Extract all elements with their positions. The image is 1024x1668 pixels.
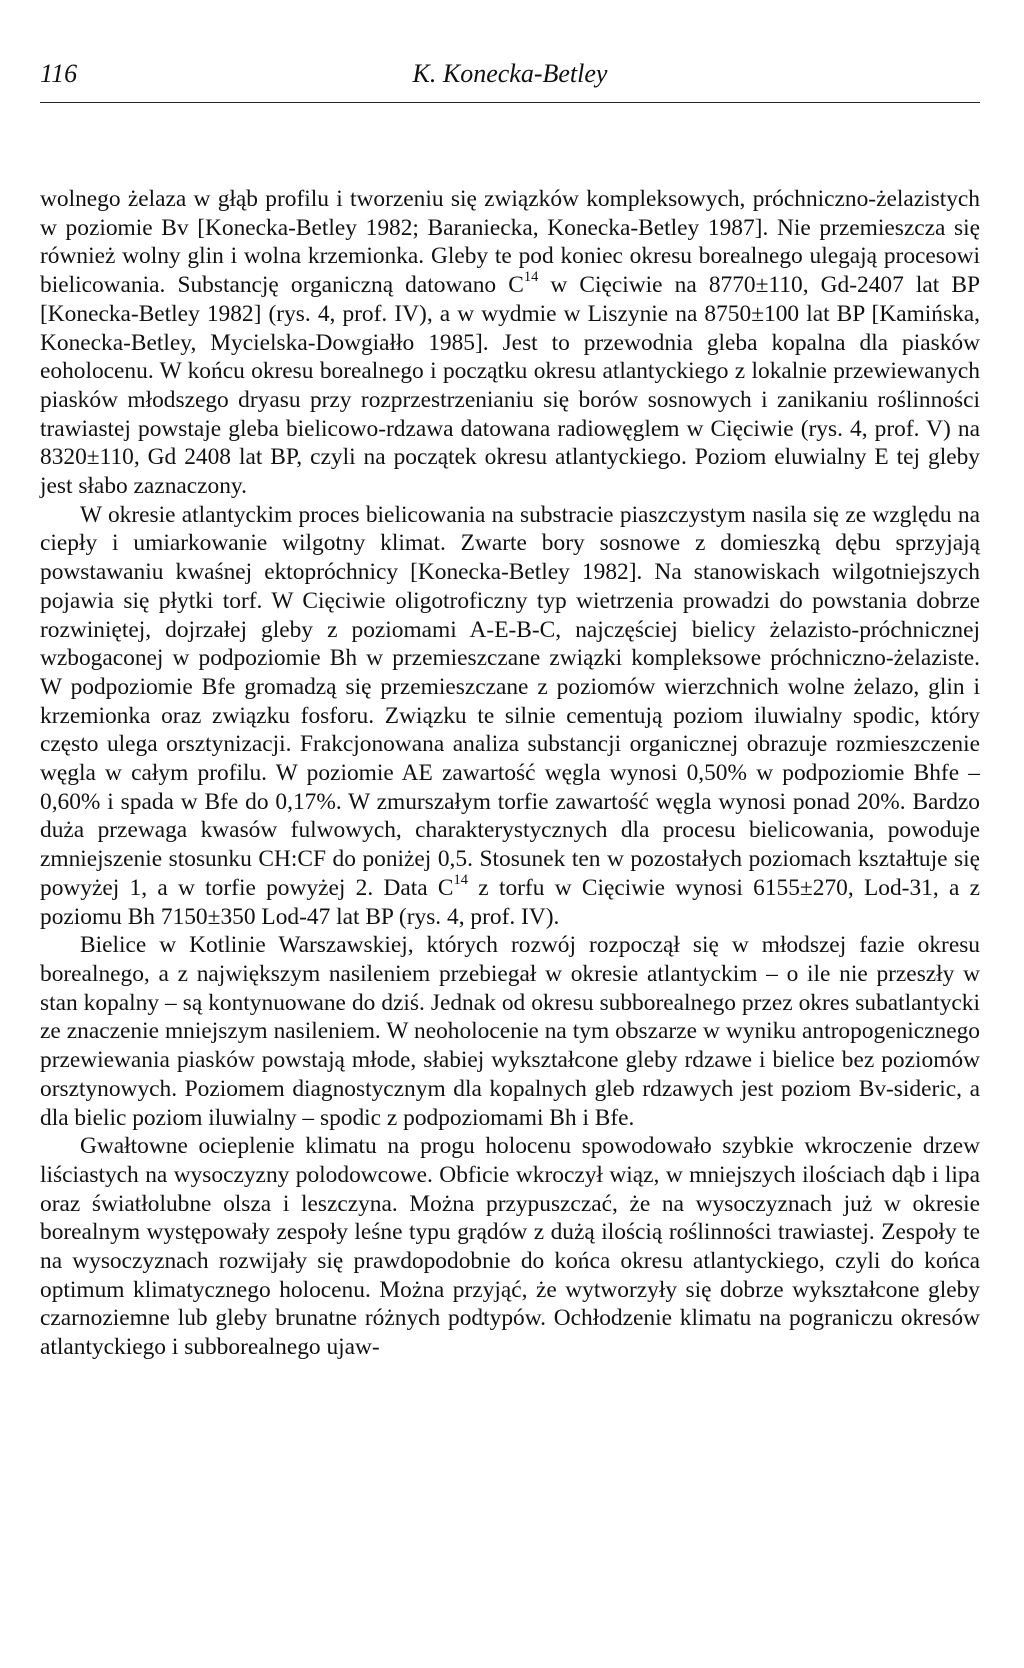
text-run: W okresie atlantyckim proces bielicowania na substracie piaszczystym nasila się ze względu na ciepły i umiarkowanie wilgotny klimat. Zwarte bory sosnowe z domieszką dębu sprzyjają powstawaniu kwaśnej ektopróchnicy [Konecka-Betley 1982]. Na stanowiskach wilgotniejszych pojawia się płytki torf. W Cięciwie oligotroficzny typ wietrzenia prowadzi do powstania dobrze rozwiniętej, dojrzałej gleby z poziomami A-E-B-C, najczęściej bielicy żelazisto-próchnicznej wzbogaconej w podpoziomie Bh w przemieszczane związki kompleksowe próchniczno-żelaziste. W podpoziomie Bfe gromadzą się przemieszczane z poziomów wierzchnich wolne żelazo, glin i krzemionka oraz związku fosforu. Związku te silnie cementują poziom iluwialny spodic, który często ulega orsztynizacji. Frakcjonowana analiza substancji organicznej obrazuje rozmieszczenie węgla w całym profilu. W poziomie AE zawartość węgla wynosi 0,50% w podpoziomie Bhfe – 0,60% i spada w Bfe do 0,17%. W zmurszałym torfie zawartość węgla wynosi ponad 20%. Bardzo duża przewaga kwasów fulwowych, charakterystycznych dla procesu bielicowania, powoduje zmniejszenie stosunku CH:CF do poniżej 0,5. Stosunek ten w pozostałych poziomach kształtuje się powyżej 1, a w torfie powyżej 2. Data C xyxy=(40,501,980,901)
document-page xyxy=(40,54,980,1362)
body-text xyxy=(40,185,980,1362)
text-run: wolnego żelaza w głąb profilu i tworzeniu się związków kompleksowych, próchniczno-żelazistych w poziomie Bv [Konecka-Betley 1982; Baraniecka, Konecka-Betley 1987]. Nie przemieszcza się również wolny glin i wolna krzemionka. Gleby te pod koniec okresu borealnego ulegają procesowi bielicowania. Substancję organiczną datowano C xyxy=(40,186,980,299)
superscript: 14 xyxy=(523,269,539,286)
paragraph-3 xyxy=(40,931,980,1132)
paragraph-4 xyxy=(40,1132,980,1362)
text-run: z torfu w Cięciwie wynosi 6155±270, Lod-31, a z poziomu Bh 7150±350 Lod-47 lat BP (rys. 4, prof. IV). xyxy=(40,874,981,930)
running-head-author: K. Konecka-Betley xyxy=(412,59,608,88)
paragraph-1 xyxy=(40,185,980,501)
running-head xyxy=(40,54,980,103)
text-run: Bielice w Kotlinie Warszawskiej, których rozwój rozpoczął się w młodszej fazie okresu borealnego, a z największym nasileniem przebiegał w okresie atlantyckim – o ile nie przeszły w stan kopalny – są kontynuowane do dziś. Jednak od okresu subborealnego przez okres subatlantycki ze znaczenie mniejszym nasileniem. W neoholocenie na tym obszarze w wyniku antropogenicznego przewiewania piasków powstają młode, słabiej wykształcone gleby rdzawe i bielice bez poziomów orsztynowych. Poziomem diagnostycznym dla kopalnych gleb rdzawych jest poziom Bv-sideric, a dla bielic poziom iluwialny – spodic z podpoziomami Bh i Bfe. xyxy=(40,932,980,1131)
text-run: Gwałtowne ocieplenie klimatu na progu holocenu spowodowało szybkie wkroczenie drzew liściastych na wysoczyzny polodowcowe. Obficie wkroczył wiąz, w mniejszych ilościach dąb i lipa oraz światłolubne olsza i leszczyna. Można przypuszczać, że na wysoczyznach już w okresie borealnym występowały zespoły leśne typu grądów z dużą ilością roślinności trawiastej. Zespoły te na wysoczyznach rozwijały się prawdopodobnie do końca okresu atlantyckiego, czyli do końca optimum klimatycznego holocenu. Można przyjąć, że wytworzyły się dobrze wykształcone gleby czarnoziemne lub gleby brunatne różnych podtypów. Ochłodzenie klimatu na pograniczu okresów atlantyckiego i subborealnego ujaw- xyxy=(40,1133,980,1361)
page-number: 116 xyxy=(40,59,78,88)
superscript: 14 xyxy=(453,871,468,888)
paragraph-2 xyxy=(40,501,980,932)
text-run: w Cięciwie na 8770±110, Gd-2407 lat BP [Konecka-Betley 1982] (rys. 4, prof. IV), a w wydmie w Liszynie na 8750±100 lat BP [Kamińska, Konecka-Betley, Mycielska-Dowgiałło 1985]. Jest to przewodnia gleba kopalna dla piasków eoholocenu. W końcu okresu borealnego i początku okresu atlantyckiego z lokalnie przewiewanych piasków młodszego dryasu przy rozprzestrzenianiu się borów sosnowych i zanikaniu roślinności trawiastej powstaje gleba bielicowo-rdzawa datowana radiowęglem w Cięciwie (rys. 4, prof. V) na 8320±110, Gd 2408 lat BP, czyli na początek okresu atlantyckiego. Poziom eluwialny E tej gleby jest słabo zaznaczony. xyxy=(40,272,980,500)
